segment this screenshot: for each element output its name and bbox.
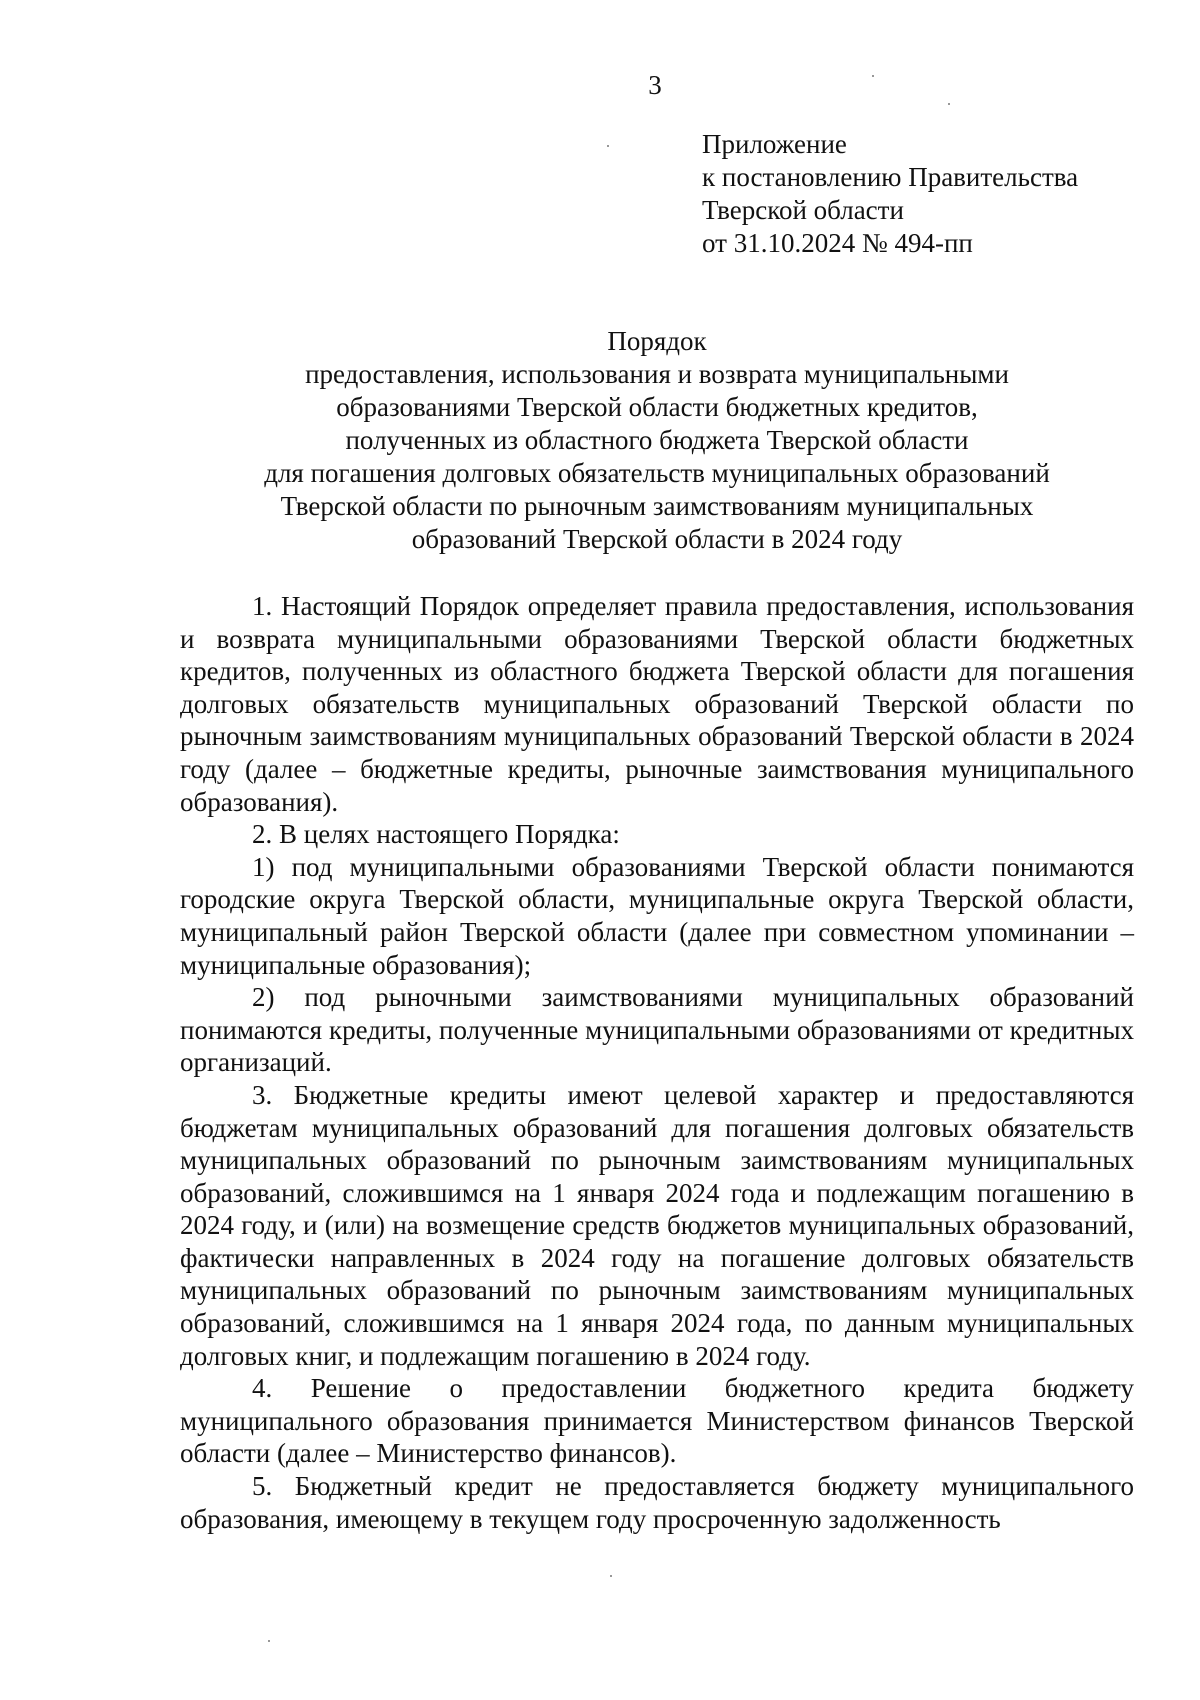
title-line: Тверской области по рыночным заимствованиям муниципальных [280, 491, 1034, 521]
paragraph-5: 5. Бюджетный кредит не предоставляется бюджету муниципального образования, имеющему в текущем году просроченную задолженность [180, 1471, 1134, 1534]
paragraph-4: 4. Решение о предоставлении бюджетного кредита бюджету муниципального образования принимается Министерством финансов Тверской области (далее – Министерство финансов). [180, 1373, 1134, 1469]
scan-speck [872, 75, 874, 77]
paragraph-2-item-2: 2) под рыночными заимствованиями муниципальных образований понимаются кредиты, полученные муниципальными образованиями от кредитных организаций. [180, 982, 1134, 1078]
document-title [180, 325, 1134, 556]
paragraph-3: 3. Бюджетные кредиты имеют целевой характер и предоставляются бюджетам муниципальных образований для погашения долговых обязательств муниципальных образований по рыночным заимствованиям муниципальных образований, сложившимся на 1 января 2024 года и подлежащим погашению в 2024 году, и (или) на возмещение средств бюджетов муниципальных образований, фактически направленных в 2024 году на погашение долговых обязательств муниципальных образований по рыночным заимствованиям муниципальных образований, сложившимся на 1 января 2024 года, по данным муниципальных долговых книг, и подлежащим погашению в 2024 году. [180, 1079, 1134, 1371]
title-line: образованиями Тверской области бюджетных кредитов, [336, 392, 978, 422]
paragraph-2-item-1: 1) под муниципальными образованиями Тверской области понимаются городские округа Тверской области, муниципальные округа Тверской области, муниципальный район Тверской области (далее при совместном упоминании – муниципальные образования); [180, 851, 1134, 980]
scan-speck [948, 103, 950, 105]
paragraph-1: 1. Настоящий Порядок определяет правила предоставления, использования и возврата муниципальными образованиями Тверской области бюджетных кредитов, полученных из областного бюджета Тверской области для погашения долговых обязательств муниципальных образований Тверской области по рыночным заимствованиям муниципальных образований Тверской области в 2024 году (далее – бюджетные кредиты, рыночные заимствования муниципального образования). [180, 591, 1134, 817]
page-number: 3 [648, 70, 662, 100]
annex-line: к постановлению Правительства [702, 162, 1079, 192]
scan-speck [268, 1640, 270, 1642]
annex-line: Тверской области [702, 195, 904, 225]
annex-line: от 31.10.2024 № 494-пп [702, 228, 973, 258]
title-line: полученных из областного бюджета Тверской области [345, 425, 969, 455]
scan-speck [610, 1575, 612, 1577]
annex-line: Приложение [702, 129, 847, 159]
paragraph-2: 2. В целях настоящего Порядка: [252, 819, 620, 850]
annex-header [702, 128, 1078, 260]
title-heading: Порядок [607, 326, 707, 356]
title-line: предоставления, использования и возврата муниципальными [305, 359, 1009, 389]
title-line: образований Тверской области в 2024 году [411, 524, 903, 554]
scan-speck [607, 145, 609, 147]
document-body [180, 590, 1134, 1535]
title-line: для погашения долговых обязательств муниципальных образований [264, 458, 1050, 488]
